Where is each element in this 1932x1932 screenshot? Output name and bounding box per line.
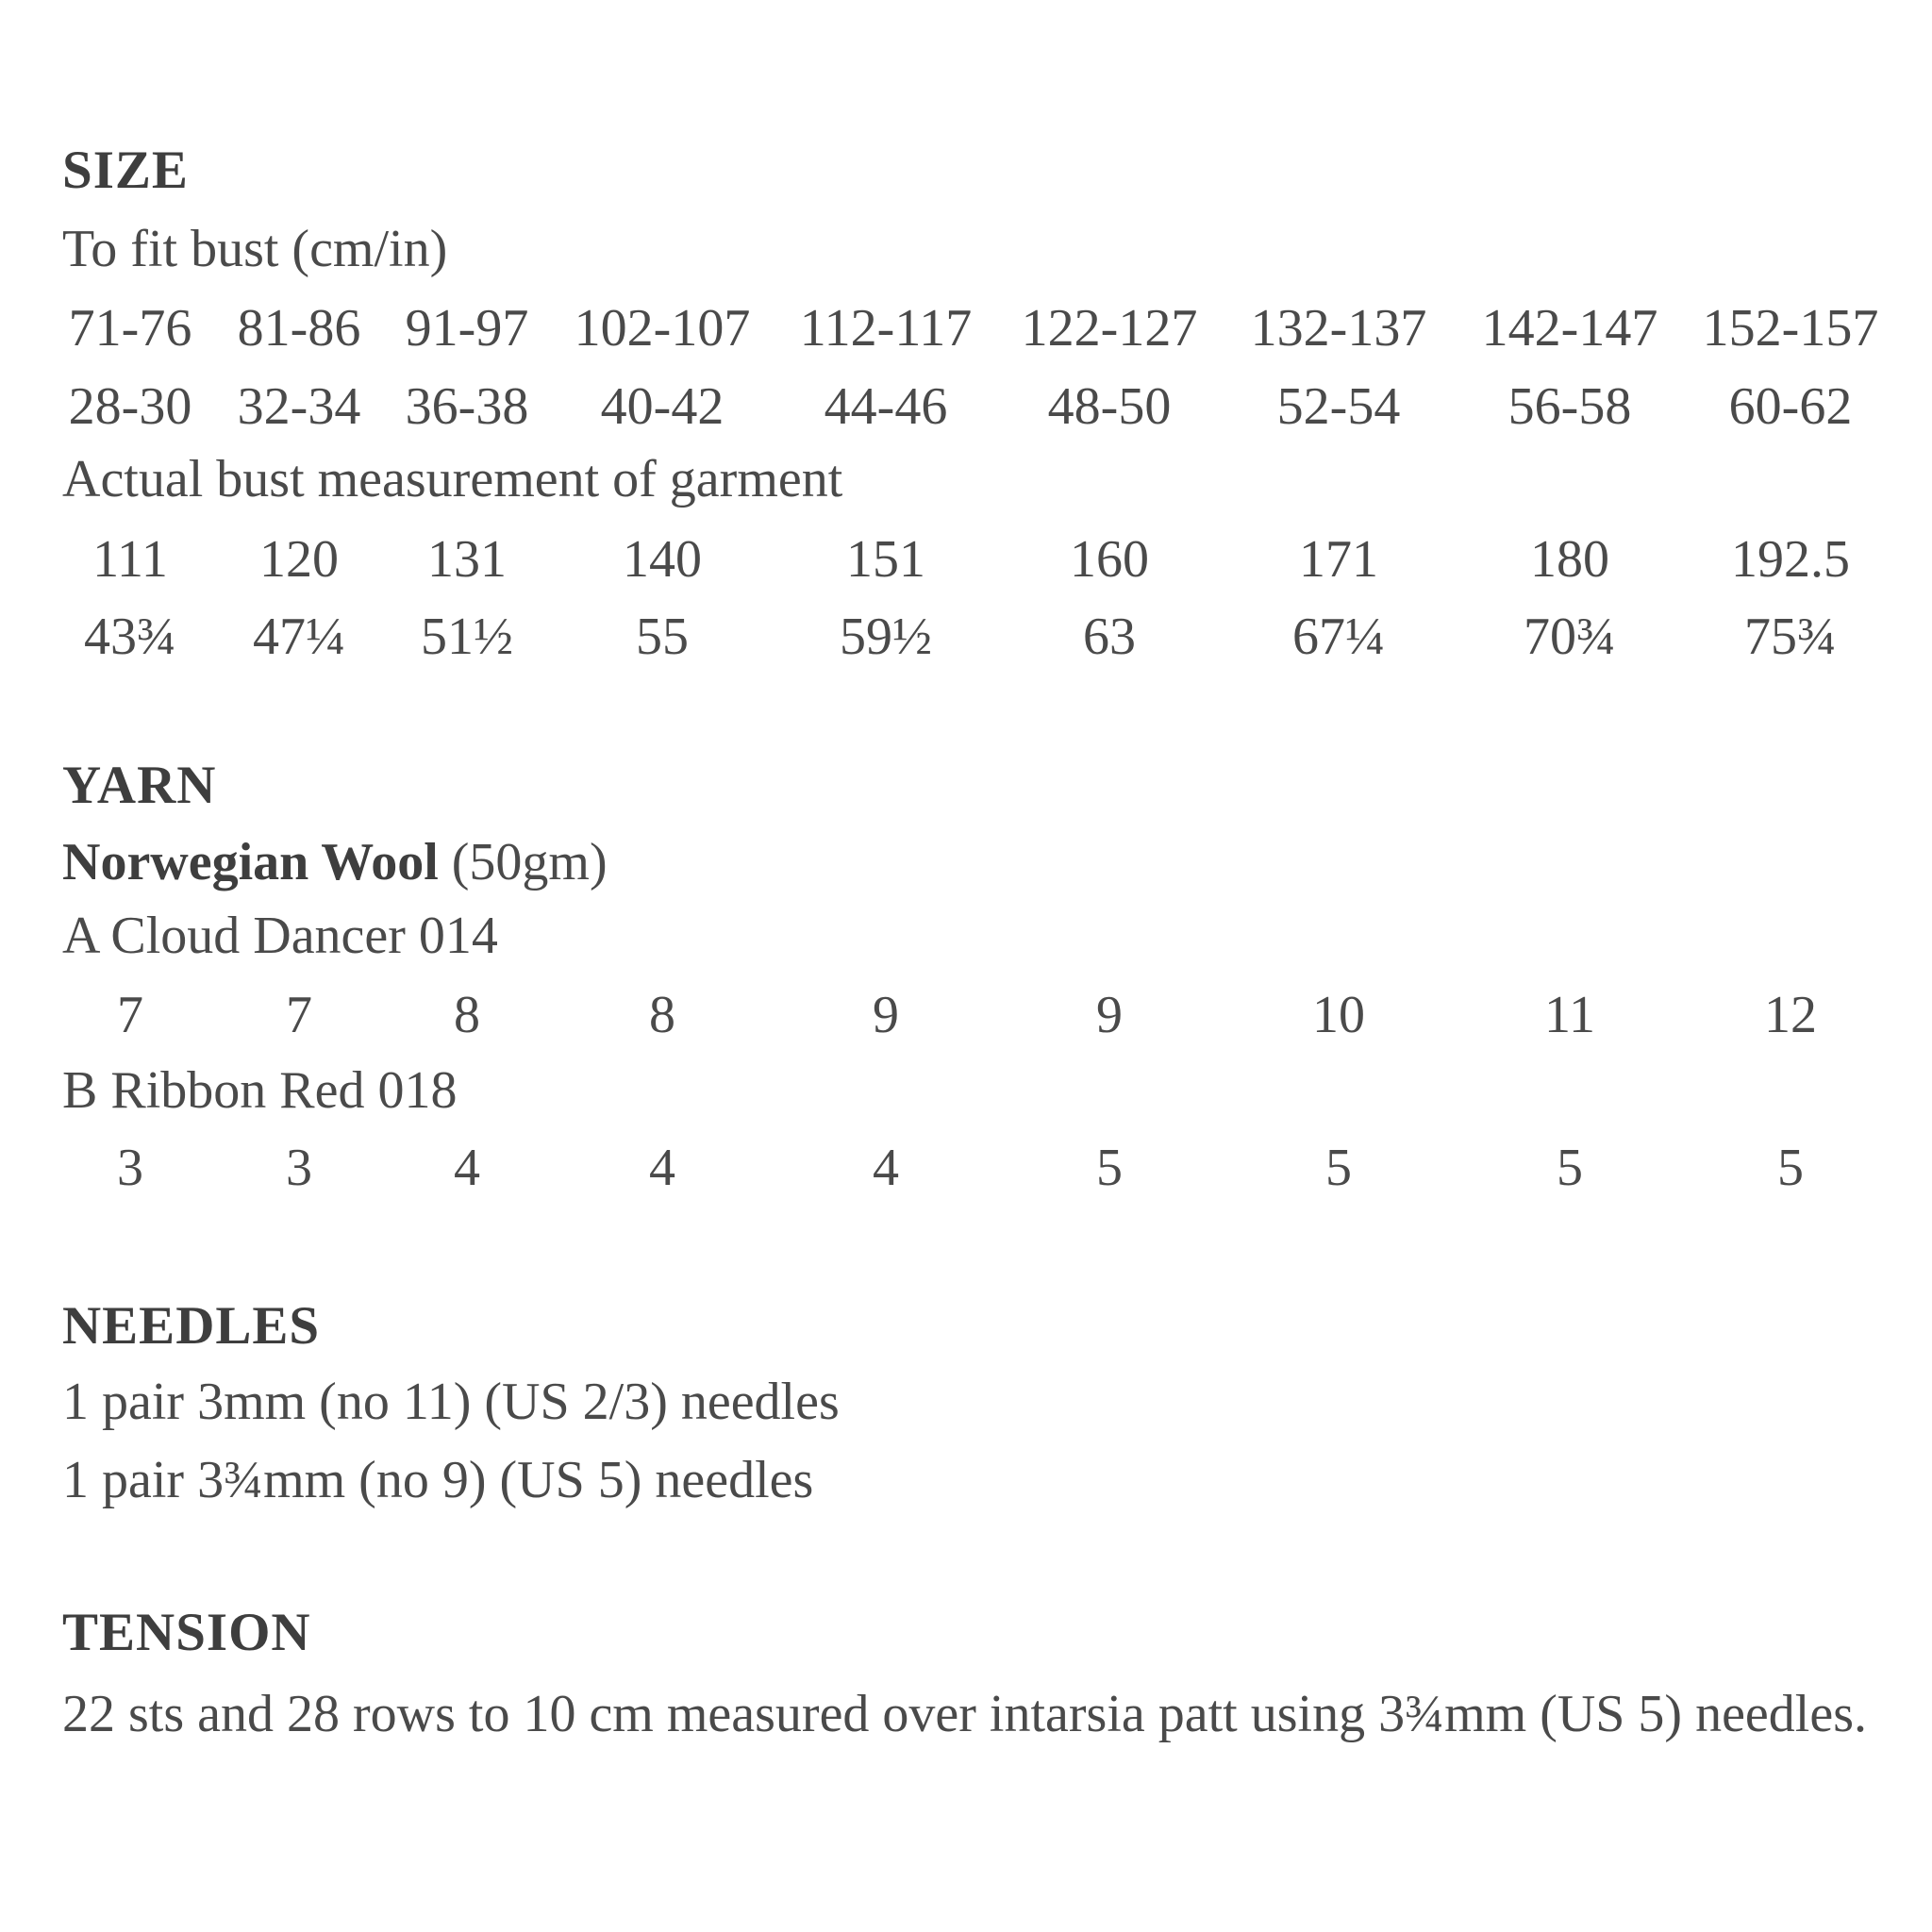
qty-b-cell: 4 xyxy=(873,1139,899,1197)
qty-b-cell: 5 xyxy=(1777,1139,1804,1197)
actual-cm-cell: 192.5 xyxy=(1731,530,1850,589)
yarn-heading: YARN xyxy=(62,756,217,815)
actual-bust-in-row xyxy=(62,607,1902,673)
qty-a-cell: 7 xyxy=(286,986,312,1044)
tension-text: 22 sts and 28 rows to 10 cm measured over intarsia patt using 3¾mm (US 5) needles. xyxy=(62,1685,1867,1743)
qty-a-cell: 11 xyxy=(1544,986,1595,1044)
pattern-page xyxy=(62,0,1902,1932)
actual-cm-cell: 160 xyxy=(1070,530,1149,589)
yarn-color-b-label: B Ribbon Red 018 xyxy=(62,1061,458,1120)
actual-cm-cell: 131 xyxy=(427,530,507,589)
tension-heading: TENSION xyxy=(62,1603,311,1662)
fit-cm-cell: 71-76 xyxy=(68,299,192,358)
actual-cm-cell: 180 xyxy=(1530,530,1609,589)
qty-b-cell: 3 xyxy=(286,1139,312,1197)
fit-in-cell: 48-50 xyxy=(1047,377,1172,436)
fit-bust-in-row xyxy=(62,376,1902,442)
qty-b-cell: 4 xyxy=(649,1139,675,1197)
actual-in-cell: 70¾ xyxy=(1524,608,1616,666)
fit-in-cell: 32-34 xyxy=(237,377,361,436)
fit-bust-label: To fit bust (cm/in) xyxy=(62,220,448,278)
needles-line-2: 1 pair 3¾mm (no 9) (US 5) needles xyxy=(62,1451,814,1509)
fit-in-cell: 28-30 xyxy=(68,377,192,436)
qty-a-cell: 12 xyxy=(1764,986,1817,1044)
actual-in-cell: 47¼ xyxy=(253,608,345,666)
qty-a-cell: 9 xyxy=(873,986,899,1044)
needles-line-1: 1 pair 3mm (no 11) (US 2/3) needles xyxy=(62,1373,840,1431)
qty-a-cell: 7 xyxy=(117,986,143,1044)
qty-a-cell: 8 xyxy=(454,986,480,1044)
actual-cm-cell: 151 xyxy=(846,530,925,589)
size-heading: SIZE xyxy=(62,141,189,200)
qty-b-cell: 3 xyxy=(117,1139,143,1197)
qty-b-cell: 4 xyxy=(454,1139,480,1197)
actual-in-cell: 43¾ xyxy=(84,608,176,666)
needles-heading: NEEDLES xyxy=(62,1296,321,1356)
fit-in-cell: 56-58 xyxy=(1507,377,1632,436)
actual-in-cell: 75¾ xyxy=(1744,608,1837,666)
fit-cm-cell: 112-117 xyxy=(799,299,973,358)
fit-in-cell: 60-62 xyxy=(1728,377,1853,436)
actual-cm-cell: 120 xyxy=(259,530,339,589)
actual-in-cell: 55 xyxy=(636,608,689,666)
actual-in-cell: 63 xyxy=(1083,608,1136,666)
fit-cm-cell: 132-137 xyxy=(1250,299,1427,358)
qty-a-cell: 8 xyxy=(649,986,675,1044)
fit-cm-cell: 122-127 xyxy=(1021,299,1198,358)
fit-cm-cell: 81-86 xyxy=(237,299,361,358)
actual-cm-cell: 171 xyxy=(1299,530,1378,589)
yarn-color-b-qty-row xyxy=(62,1138,1902,1204)
fit-bust-cm-row xyxy=(62,298,1902,364)
actual-cm-cell: 111 xyxy=(92,530,168,589)
qty-a-cell: 9 xyxy=(1096,986,1123,1044)
fit-cm-cell: 152-157 xyxy=(1702,299,1879,358)
yarn-name-line xyxy=(62,832,608,892)
actual-in-cell: 67¼ xyxy=(1292,608,1385,666)
actual-cm-cell: 140 xyxy=(623,530,702,589)
fit-in-cell: 52-54 xyxy=(1276,377,1401,436)
qty-b-cell: 5 xyxy=(1096,1139,1123,1197)
yarn-color-a-qty-row xyxy=(62,985,1902,1051)
qty-b-cell: 5 xyxy=(1325,1139,1352,1197)
fit-cm-cell: 102-107 xyxy=(574,299,751,358)
qty-a-cell: 10 xyxy=(1312,986,1365,1044)
yarn-name: Norwegian Wool xyxy=(62,833,439,891)
fit-in-cell: 36-38 xyxy=(405,377,529,436)
actual-bust-label: Actual bust measurement of garment xyxy=(62,450,843,508)
fit-in-cell: 40-42 xyxy=(600,377,724,436)
actual-bust-cm-row xyxy=(62,529,1902,595)
yarn-color-a-label: A Cloud Dancer 014 xyxy=(62,907,498,965)
fit-cm-cell: 142-147 xyxy=(1481,299,1658,358)
fit-in-cell: 44-46 xyxy=(824,377,948,436)
yarn-weight: (50gm) xyxy=(451,833,608,891)
qty-b-cell: 5 xyxy=(1557,1139,1583,1197)
actual-in-cell: 51½ xyxy=(421,608,513,666)
actual-in-cell: 59½ xyxy=(840,608,932,666)
fit-cm-cell: 91-97 xyxy=(405,299,529,358)
